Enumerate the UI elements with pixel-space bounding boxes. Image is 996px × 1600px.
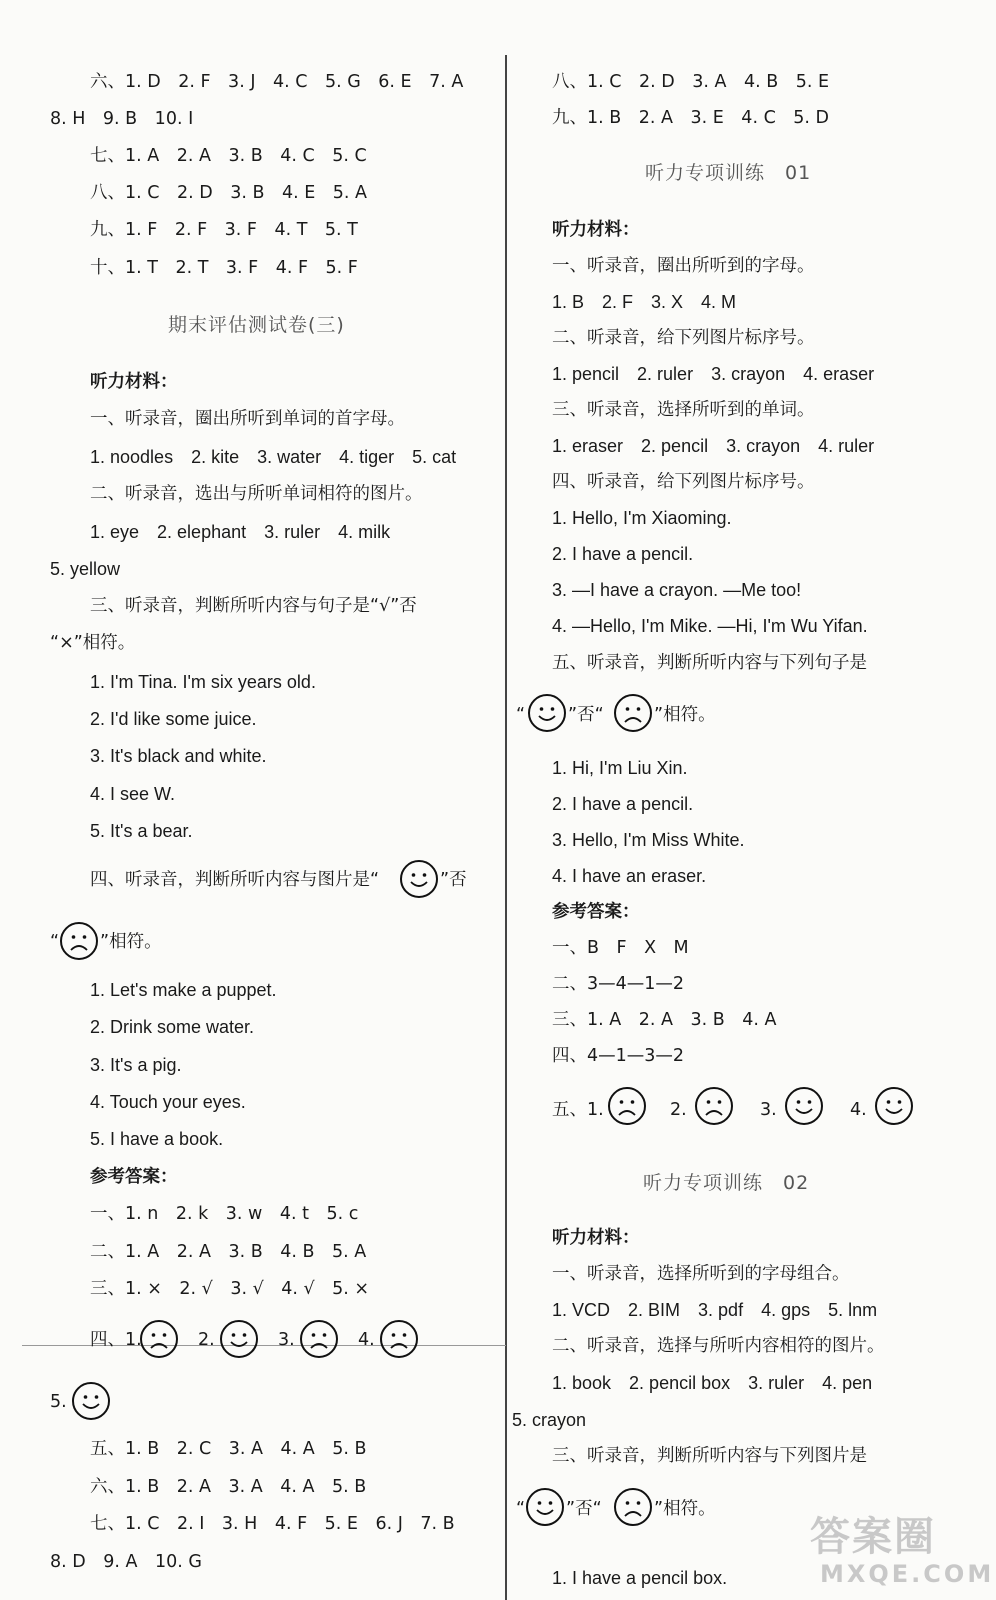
right-column	[510, 0, 996, 1600]
question-items: 1. eraser 2. pencil 3. crayon 4. ruler	[552, 436, 875, 456]
answer-label: 五、1.	[552, 1100, 604, 1120]
answer-line: 五、1. B 2. C 3. A 4. A 5. B	[90, 1439, 367, 1459]
answer-line: 三、1. A 2. A 3. B 4. A	[552, 1010, 777, 1030]
question-heading: 一、听录音，选择所听到的字母组合。	[552, 1264, 850, 1284]
list-item: 3. It's a pig.	[90, 1055, 182, 1075]
answer-label: 四、1.	[90, 1330, 142, 1350]
smiley-face-icon	[72, 1382, 110, 1420]
question-heading: 二、听录音，给下列图片标序号。	[552, 328, 815, 348]
answers-label: 参考答案：	[90, 1167, 178, 1187]
question-heading: ”否	[440, 870, 467, 890]
answer-line: 九、1. B 2. A 3. E 4. C 5. D	[552, 108, 830, 128]
list-item: 1. Hi, I'm Liu Xin.	[552, 758, 688, 778]
question-heading: 三、听录音，判断所听内容与下列图片是	[552, 1446, 867, 1466]
list-item: 1. Hello, I'm Xiaoming.	[552, 508, 732, 528]
smiley-face-icon	[785, 1087, 823, 1125]
listening-label: 听力材料：	[552, 220, 640, 240]
question-heading: 二、听录音，选择与所听内容相符的图片。	[552, 1336, 885, 1356]
column-divider	[505, 55, 507, 1600]
answer-label: 2.	[198, 1330, 215, 1350]
answer-line: 十、1. T 2. T 3. F 4. F 5. F	[90, 258, 358, 278]
question-heading: ”相符。	[654, 705, 716, 725]
question-heading: 三、听录音，判断所听内容与句子是“√”否	[90, 596, 417, 616]
question-items: 1. eye 2. elephant 3. ruler 4. milk	[90, 522, 391, 542]
answer-line: 七、1. A 2. A 3. B 4. C 5. C	[90, 146, 367, 166]
answer-line: 三、1. × 2. √ 3. √ 4. √ 5. ×	[90, 1279, 370, 1299]
list-item: 2. I have a pencil.	[552, 794, 694, 814]
list-item: 2. I have a pencil.	[552, 544, 694, 564]
answer-line: 8. D 9. A 10. G	[50, 1552, 202, 1572]
answer-line: 一、1. n 2. k 3. w 4. t 5. c	[90, 1204, 359, 1224]
question-heading: “	[516, 705, 526, 725]
question-items: 1. VCD 2. BIM 3. pdf 4. gps 5. lnm	[552, 1300, 878, 1320]
question-heading: “×”相符。	[50, 633, 136, 653]
smiley-face-icon	[526, 1488, 564, 1526]
listening-label: 听力材料：	[90, 372, 178, 392]
answer-line: 六、1. D 2. F 3. J 4. C 5. G 6. E 7. A	[90, 72, 464, 92]
question-heading: 四、听录音，给下列图片标序号。	[552, 472, 815, 492]
list-item: 1. I'm Tina. I'm six years old.	[90, 672, 316, 692]
section-title: 期末评估测试卷(三)	[168, 314, 345, 336]
list-item: 4. I have an eraser.	[552, 866, 707, 886]
question-heading: 四、听录音，判断所听内容与图片是“	[90, 870, 380, 890]
list-item: 3. Hello, I'm Miss White.	[552, 830, 745, 850]
watermark-logo: 答案圈	[810, 1514, 936, 1560]
question-items: 1. B 2. F 3. X 4. M	[552, 292, 737, 312]
smiley-face-icon	[220, 1320, 258, 1358]
question-heading: “	[50, 932, 60, 952]
answer-line: 8. H 9. B 10. I	[50, 109, 194, 129]
list-item: 2. Drink some water.	[90, 1017, 255, 1037]
list-item: 2. I'd like some juice.	[90, 709, 257, 729]
question-items: 1. book 2. pencil box 3. ruler 4. pen	[552, 1373, 873, 1393]
list-item: 4. Touch your eyes.	[90, 1092, 246, 1112]
question-items: 5. crayon	[512, 1410, 587, 1430]
answers-label: 参考答案：	[552, 902, 640, 922]
sad-face-icon	[614, 694, 652, 732]
answer-line: 七、1. C 2. I 3. H 4. F 5. E 6. J 7. B	[90, 1514, 455, 1534]
list-item: 4. —Hello, I'm Mike. —Hi, I'm Wu Yifan.	[552, 616, 868, 636]
question-heading: “	[516, 1499, 526, 1519]
question-heading: 一、听录音，圈出所听到单词的首字母。	[90, 409, 405, 429]
sad-face-icon	[608, 1087, 646, 1125]
answer-line: 八、1. C 2. D 3. B 4. E 5. A	[90, 183, 368, 203]
list-item: 1. Let's make a puppet.	[90, 980, 277, 1000]
answer-line: 二、1. A 2. A 3. B 4. B 5. A	[90, 1242, 367, 1262]
answer-line: 九、1. F 2. F 3. F 4. T 5. T	[90, 220, 358, 240]
list-item: 5. It's a bear.	[90, 821, 193, 841]
question-items: 1. noodles 2. kite 3. water 4. tiger 5. cat	[90, 447, 457, 467]
question-heading: 五、听录音，判断所听内容与下列句子是	[552, 653, 867, 673]
question-heading: ”否“	[568, 705, 604, 725]
sad-face-icon	[380, 1320, 418, 1358]
question-heading: ”否“	[566, 1499, 602, 1519]
sad-face-icon	[614, 1488, 652, 1526]
question-items: 5. yellow	[50, 559, 121, 579]
sad-face-icon	[300, 1320, 338, 1358]
question-heading: 二、听录音，选出与所听单词相符的图片。	[90, 484, 423, 504]
sad-face-icon	[60, 922, 98, 960]
list-item: 4. I see W.	[90, 784, 176, 804]
question-heading: ”相符。	[654, 1499, 716, 1519]
smiley-face-icon	[400, 860, 438, 898]
question-heading: 三、听录音，选择所听到的单词。	[552, 400, 815, 420]
question-heading: ”相符。	[100, 932, 162, 952]
sad-face-icon	[695, 1087, 733, 1125]
list-item: 1. I have a pencil box.	[552, 1568, 728, 1588]
answer-label: 4.	[850, 1100, 867, 1120]
question-heading: 一、听录音，圈出所听到的字母。	[552, 256, 815, 276]
listening-label: 听力材料：	[552, 1228, 640, 1248]
answer-line: 六、1. B 2. A 3. A 4. A 5. B	[90, 1477, 367, 1497]
answer-label: 2.	[670, 1100, 687, 1120]
answer-label: 3.	[278, 1330, 295, 1350]
list-item: 5. I have a book.	[90, 1129, 224, 1149]
answer-label: 5.	[50, 1392, 67, 1412]
sad-face-icon	[140, 1320, 178, 1358]
question-items: 1. pencil 2. ruler 3. crayon 4. eraser	[552, 364, 875, 384]
smiley-face-icon	[528, 694, 566, 732]
answer-label: 4.	[358, 1330, 375, 1350]
answer-line: 八、1. C 2. D 3. A 4. B 5. E	[552, 72, 830, 92]
answer-label: 3.	[760, 1100, 777, 1120]
section-title: 听力专项训练 02	[643, 1172, 810, 1194]
list-item: 3. It's black and white.	[90, 746, 267, 766]
answer-line: 四、4—1—3—2	[552, 1046, 685, 1066]
section-title: 听力专项训练 01	[645, 162, 812, 184]
smiley-face-icon	[875, 1087, 913, 1125]
answer-line: 一、B F X M	[552, 938, 689, 958]
watermark-url: MXQE.COM	[820, 1560, 995, 1588]
answer-line: 二、3—4—1—2	[552, 974, 685, 994]
list-item: 3. —I have a crayon. —Me too!	[552, 580, 802, 600]
